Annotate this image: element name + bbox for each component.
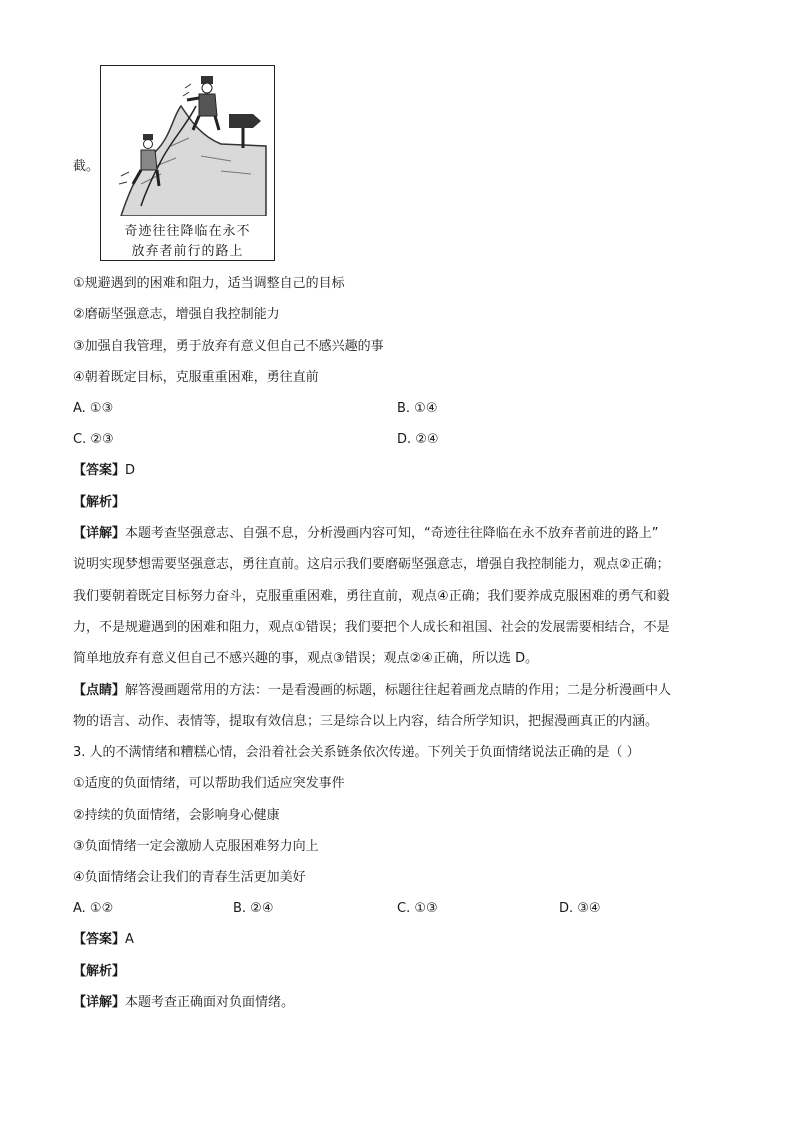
q3-choice-a: A. ①② [73, 901, 114, 916]
q2-answer [73, 461, 135, 481]
q3-choice-c: C. ①③ [397, 901, 438, 916]
q3-option-1: ①适度的负面情绪，可以帮助我们适应突发事件 [73, 776, 345, 791]
q3-detail-text: 本题考查正确面对负面情绪。 [125, 995, 295, 1010]
q2-detail-line-3: 我们要朝着既定目标努力奋斗，克服重重困难，勇往直前，观点④正确；我们要养成克服困难的勇气和毅 [73, 589, 670, 604]
q2-analysis-label: 【解析】 [73, 495, 126, 510]
q2-tips-label: 【点睛】 [73, 683, 126, 698]
intro-suffix: 截。 [73, 159, 100, 174]
q2-choice-d: D. ②④ [397, 432, 439, 447]
q2-option-2: ②磨砺坚强意志，增强自我控制能力 [73, 307, 280, 322]
q2-option-3: ③加强自我管理，勇于放弃有意义但自己不感兴趣的事 [73, 339, 384, 354]
q3-option-2: ②持续的负面情绪，会影响身心健康 [73, 808, 280, 823]
q2-detail-label: 【详解】 [73, 526, 126, 541]
q3-stem: 3. 人的不满情绪和糟糕心情，会沿着社会关系链条依次传递。下列关于负面情绪说法正确的是（ ） [73, 745, 640, 760]
q2-choice-b: B. ①④ [397, 401, 438, 416]
q2-answer-value: D [125, 463, 136, 478]
q3-answer-value: A [125, 932, 134, 947]
q2-option-4: ④朝着既定目标，克服重重困难，勇往直前 [73, 370, 319, 385]
q2-tips-line-1: 【点睛】解答漫画题常用的方法：一是看漫画的标题，标题往往起着画龙点睛的作用；二是分析漫画中人 [73, 683, 672, 698]
q3-choice-d: D. ③④ [559, 901, 601, 916]
cartoon-caption-line1: 奇迹往往降临在永不 [124, 224, 251, 239]
q2-detail-line-1: 【详解】本题考查坚强意志、自强不息，分析漫画内容可知，“奇迹往往降临在永不放弃者前进的路上” [73, 526, 659, 541]
cartoon-illustration [100, 65, 275, 261]
q2-tips-line-2: 物的语言、动作、表情等，提取有效信息；三是综合以上内容，结合所学知识，把握漫画真正的内涵。 [73, 714, 659, 729]
q3-detail [73, 993, 294, 1013]
cartoon-drawing [101, 66, 274, 216]
q2-detail-line-2: 说明实现梦想需要坚强意志，勇往直前。这启示我们要磨砺坚强意志，增强自我控制能力，观点②正确； [73, 557, 670, 572]
q2-option-1: ①规避遇到的困难和阻力，适当调整自己的目标 [73, 276, 345, 291]
q2-choice-c: C. ②③ [73, 432, 114, 447]
q3-answer [73, 930, 134, 950]
q2-detail-line-4: 力，不是规避遇到的困难和阻力，观点①错误；我们要把个人成长和祖国、社会的发展需要相结合，不是 [73, 620, 670, 635]
q3-answer-label: 【答案】 [73, 932, 126, 947]
q2-detail-line-5: 简单地放弃有意义但自己不感兴趣的事，观点③错误；观点②④正确，所以选 D。 [73, 651, 539, 666]
q2-answer-label: 【答案】 [73, 463, 126, 478]
cartoon-caption-line2: 放弃者前行的路上 [131, 244, 244, 259]
q3-option-3: ③负面情绪一定会激励人克服困难努力向上 [73, 839, 319, 854]
q3-analysis-label: 【解析】 [73, 964, 126, 979]
q2-choice-a: A. ①③ [73, 401, 114, 416]
q3-option-4: ④负面情绪会让我们的青春生活更加美好 [73, 870, 306, 885]
q3-detail-label: 【详解】 [73, 995, 126, 1010]
q3-choice-b: B. ②④ [233, 901, 274, 916]
